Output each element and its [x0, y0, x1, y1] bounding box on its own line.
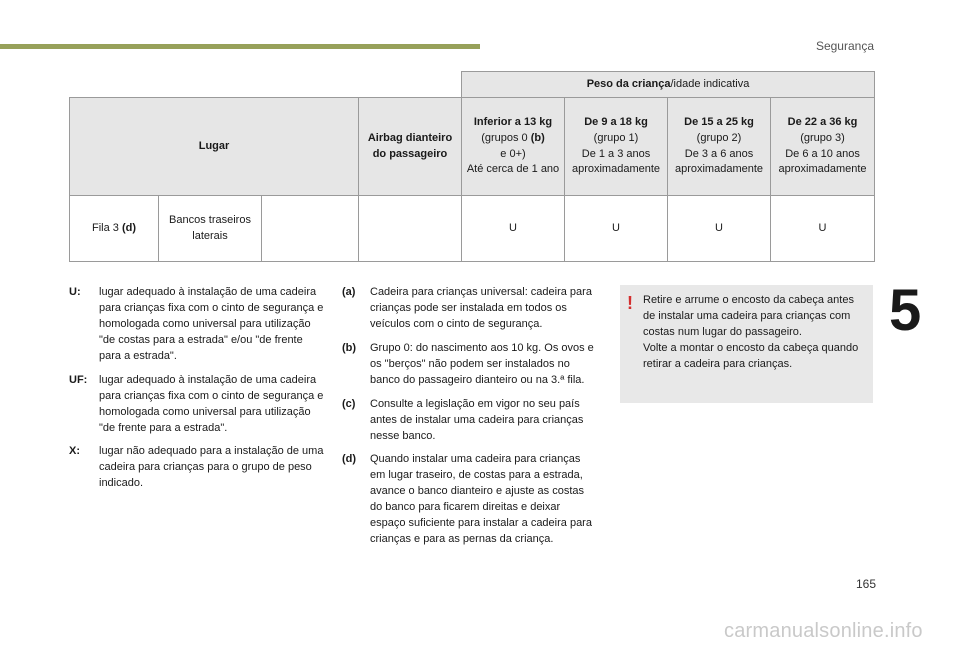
row-value-group-0: U	[462, 196, 565, 262]
legend-item	[69, 285, 324, 365]
note-item	[342, 285, 597, 333]
legend-item	[69, 373, 324, 437]
place-header: Lugar	[70, 98, 359, 196]
child-seat-table	[69, 71, 875, 262]
note-item	[342, 341, 597, 389]
row-value-group-2: U	[668, 196, 771, 262]
note-text: Quando instalar uma cadeira para crianças em lugar traseiro, de costas para a estrada, avance o banco dianteiro e ajuste as costas do banco para ficarem direitas e deixar espaço suficiente para instalar a cadeira para crianças e para as pernas da criança.	[370, 453, 592, 546]
legend-key: U:	[69, 286, 81, 298]
legend-key: UF:	[69, 373, 88, 386]
watermark: carmanualsonline.info	[724, 620, 923, 642]
legend-text: lugar adequado à instalação de uma cadeira para crianças fixa com o cinto de segurança e homologada como universal para utilização "de costas para a estrada" e/ou "de frente para a estrada".	[99, 286, 324, 362]
legend-item	[69, 444, 324, 492]
warning-icon: !	[627, 293, 633, 313]
note-key: (d)	[342, 453, 357, 466]
note-text: Cadeira para crianças universal: cadeira para crianças pode ser instalada em todos os veículos com o cinto de segurança.	[370, 286, 592, 330]
group-1-header: De 9 a 18 kg (grupo 1) De 1 a 3 anos aproximadamente	[565, 98, 668, 196]
chapter-number: 5	[889, 278, 922, 343]
row-value-group-1: U	[565, 196, 668, 262]
airbag-header: Airbag dianteiro do passageiro	[359, 98, 462, 196]
weight-header: Peso da criança/idade indicativa	[462, 72, 875, 98]
notes-list	[342, 285, 597, 556]
note-text: Grupo 0: do nascimento aos 10 kg. Os ovos e os "berços" não podem ser instalados no banco do passageiro dianteiro ou na 3.ª fila.	[370, 341, 594, 386]
warning-paragraph: Retire e arrume o encosto da cabeça antes de instalar uma cadeira para crianças com costas num lugar do passageiro.	[643, 294, 854, 338]
group-0-header: Inferior a 13 kg (grupos 0 (b) e 0+) Até cerca de 1 ano	[462, 98, 565, 196]
legend-key: X:	[69, 445, 80, 458]
row-value-group-3: U	[771, 196, 875, 262]
group-2-header: De 15 a 25 kg (grupo 2) De 3 a 6 anos aproximadamente	[668, 98, 771, 196]
section-title: Segurança	[815, 39, 874, 53]
note-item	[342, 397, 597, 445]
table-corner-blank	[70, 72, 462, 98]
warning-box	[620, 285, 873, 403]
header-accent-bar	[0, 44, 480, 49]
note-key: (b)	[342, 341, 357, 354]
note-key: (c)	[342, 397, 356, 410]
note-item	[342, 452, 597, 548]
note-key: (a)	[342, 286, 356, 298]
warning-text	[643, 293, 865, 373]
row-airbag-cell	[359, 196, 462, 262]
warning-paragraph: Volte a montar o encosto da cabeça quando retirar a cadeira para crianças.	[643, 341, 859, 370]
legend-list	[69, 285, 324, 500]
row-label: Fila 3 (d)	[70, 196, 159, 262]
legend-text: lugar não adequado para a instalação de uma cadeira para crianças para o grupo de peso indicado.	[99, 445, 324, 490]
note-text: Consulte a legislação em vigor no seu país antes de instalar uma cadeira para crianças nesse banco.	[370, 397, 584, 442]
legend-text: lugar adequado à instalação de uma cadeira para crianças fixa com o cinto de segurança e homologada como universal para utilização "de frente para a estrada".	[99, 373, 324, 434]
row-empty-cell	[262, 196, 359, 262]
page-number: 165	[856, 577, 877, 591]
group-3-header: De 22 a 36 kg (grupo 3) De 6 a 10 anos aproximadamente	[771, 98, 875, 196]
row-seat: Bancos traseiros laterais	[159, 196, 262, 262]
